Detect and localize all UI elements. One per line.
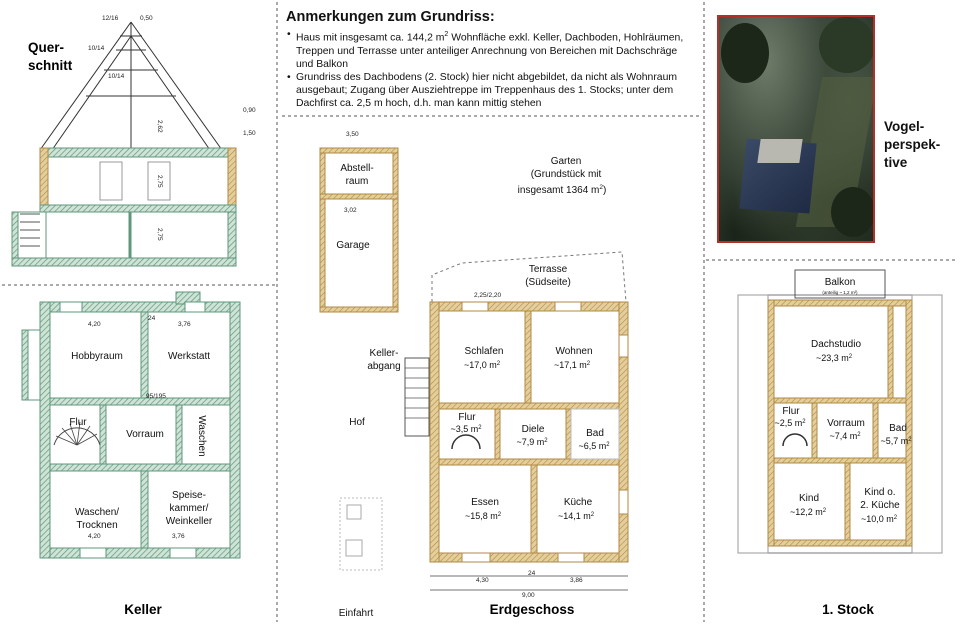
- area-dachstudio: ~23,3 $m^2$: [815, 353, 853, 363]
- room-flur: Flur: [69, 417, 87, 428]
- dim-label: 1,50: [243, 130, 256, 137]
- dim-label: 4,20: [88, 533, 101, 540]
- notes-bullet-2: • Grundriss des Dachbodens (2. Stock) hier nicht abgebildet, da nicht als Wohnraum ausgebaut; Zugang über Ausziehtreppe im Treppenhaus des 1. Stocks; unter dem Dachfirst ca. 2,5 m hoch, d.h. man kann mittig stehen: [296, 71, 696, 111]
- caption-querschnitt-1: Quer-: [28, 40, 65, 55]
- dim-label: 3,76: [172, 533, 185, 540]
- area-kind: ~12,2 $m^2$: [789, 507, 827, 517]
- dim-label: 2,62: [156, 120, 163, 133]
- room-vorraum: Vorraum: [827, 418, 865, 429]
- area-schlafen: ~17,0 $m^2$: [463, 360, 501, 370]
- area-einfahrt: Einfahrt: [338, 608, 374, 619]
- caption-erdgeschoss: Erdgeschoss: [489, 602, 575, 617]
- room-kind2-2: 2. Küche: [860, 500, 900, 511]
- area-bad: ~6,5 $m^2$: [578, 441, 610, 451]
- room-bad: Bad: [586, 428, 604, 439]
- area-garten-3: insgesamt 1364 $m^2$): [517, 184, 607, 196]
- notes-heading: Anmerkungen zum Grundriss:: [286, 9, 495, 25]
- room-flur: Flur: [458, 412, 476, 423]
- room-wohnen: Wohnen: [555, 346, 593, 357]
- dim-label: 3,76: [178, 321, 191, 328]
- dim-label: 0,90: [243, 107, 256, 114]
- dim-label: 4,30: [476, 577, 489, 584]
- caption-keller: Keller: [124, 602, 162, 617]
- room-waschen: Waschen: [196, 415, 207, 457]
- keller-plan: [22, 292, 240, 558]
- room-schlafen: Schlafen: [464, 346, 504, 357]
- area-flur: ~2,5 $m^2$: [774, 418, 806, 428]
- area-hof: Hof: [349, 417, 365, 428]
- dim-label: 2,25/2,20: [474, 292, 502, 299]
- room-flur: Flur: [782, 406, 800, 417]
- room-speisekammer-1: Speise-: [172, 490, 206, 501]
- dim-label: 3,86: [570, 577, 583, 584]
- dim-label: 95/195: [146, 393, 166, 400]
- caption-querschnitt-2: schnitt: [28, 58, 73, 73]
- erdgeschoss-plan: [320, 131, 628, 619]
- balkon-note: (anteilig ~ 1,2 m²): [822, 290, 858, 295]
- room-garage: Garage: [336, 240, 370, 251]
- area-kind2: ~10,0 $m^2$: [860, 514, 898, 524]
- area-wohnen: ~17,1 $m^2$: [553, 360, 591, 370]
- room-dachstudio: Dachstudio: [810, 339, 862, 350]
- label-kellerabgang-1: Keller-: [369, 348, 399, 359]
- room-werkstatt: Werkstatt: [167, 351, 211, 362]
- room-speisekammer-3: Weinkeller: [165, 516, 213, 527]
- dim-label: 9,00: [522, 592, 535, 599]
- area-diele: ~7,9 $m^2$: [516, 437, 548, 447]
- aerial-photo: [717, 15, 875, 243]
- notes-list: [286, 28, 696, 111]
- area-vorraum: ~7,4 $m^2$: [829, 431, 861, 441]
- dim-label: 10/14: [88, 45, 105, 52]
- room-waschen-trocknen-1: Waschen/: [74, 507, 120, 518]
- dim-label: 24: [528, 570, 536, 577]
- room-hobbyraum: Hobbyraum: [71, 351, 123, 362]
- room-speisekammer-2: kammer/: [169, 503, 209, 514]
- room-bad: Bad: [889, 423, 907, 434]
- label-kellerabgang-2: abgang: [367, 361, 401, 372]
- area-terrasse-1: Terrasse: [528, 264, 568, 275]
- notes-bullet-1: • Haus mit insgesamt ca. 144,2 $m^2$ Wohnfläche exkl. Keller, Dachboden, Hohlräumen, Treppen und Terrasse unter anteiliger Anrechnung von Bereichen mit Dachschräge und Balkon: [296, 28, 696, 71]
- area-garten-1: Garten: [550, 156, 582, 167]
- area-bad: ~5,7 $m^2$: [880, 436, 912, 446]
- dim-label: 2,75: [156, 175, 163, 188]
- dim-label: 4,20: [88, 321, 101, 328]
- room-essen: Essen: [471, 497, 499, 508]
- room-abstellraum-1: Abstell-: [340, 163, 374, 174]
- dim-label: 10/14: [108, 73, 125, 80]
- dim-label: 24: [148, 315, 156, 322]
- dim-label: 12/16: [102, 15, 119, 22]
- room-diele: Diele: [521, 424, 545, 435]
- area-terrasse-2: (Südseite): [525, 277, 571, 288]
- dim-label: 0,50: [140, 15, 153, 22]
- caption-vogelperspektive: Vogel- perspek- tive: [884, 119, 941, 170]
- notes-panel: [286, 8, 696, 111]
- room-waschen-trocknen-2: Trocknen: [76, 520, 118, 531]
- room-kueche: Küche: [563, 497, 593, 508]
- area-essen: ~15,8 $m^2$: [464, 511, 502, 521]
- room-balkon: Balkon: [824, 277, 856, 288]
- dim-label: 3,50: [346, 131, 359, 138]
- room-vorraum: Vorraum: [126, 429, 164, 440]
- area-flur: ~3,5 $m^2$: [450, 424, 482, 434]
- area-garten-2: (Grundstück mit: [530, 169, 602, 180]
- room-kind: Kind: [798, 493, 820, 504]
- dim-label: 2,75: [156, 228, 163, 241]
- dim-label: 3,02: [344, 207, 357, 214]
- room-abstellraum-2: raum: [345, 176, 369, 187]
- caption-stock1: 1. Stock: [822, 602, 874, 617]
- room-kind2-1: Kind o.: [864, 487, 896, 498]
- stock1-plan: [738, 270, 942, 553]
- area-kueche: ~14,1 $m^2$: [557, 511, 595, 521]
